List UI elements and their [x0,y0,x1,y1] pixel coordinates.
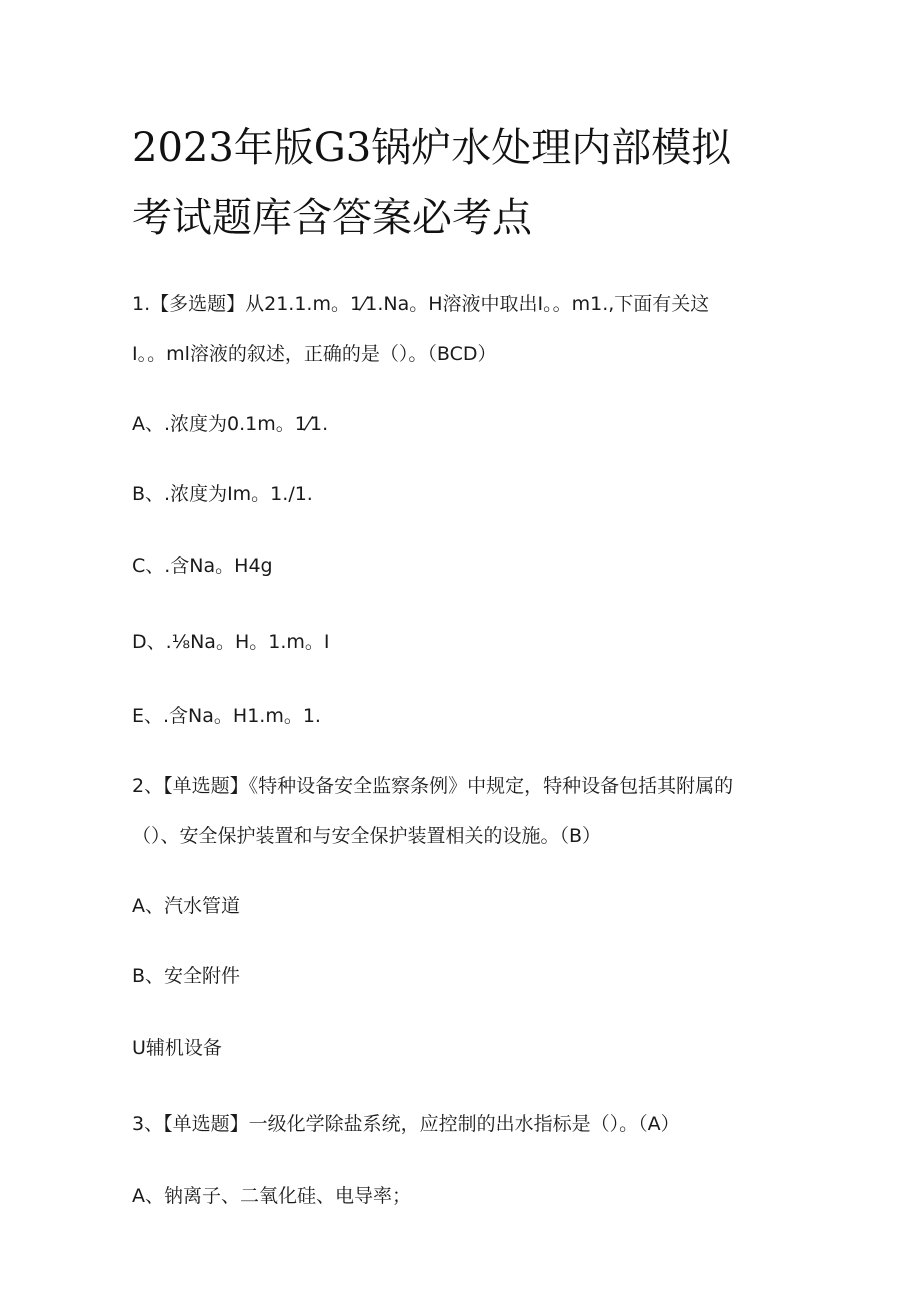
question-1-option-b: B、.浓度为Im。1./1. [132,483,313,505]
document-title-line-2: 考试题库含答案必考点 [132,195,532,241]
question-2-option-c: U辅机设备 [132,1037,222,1059]
question-2-stem-continued: （）、安全保护装置和与安全保护装置相关的设施。（B） [132,825,602,847]
question-2-option-b: B、安全附件 [132,965,241,987]
question-1-option-d: D、.⅛Na。H。1.m。I [132,631,330,653]
document-title-line-1: 2023年版G3锅炉水处理内部模拟 [132,125,732,171]
question-1-option-e: E、.含Na。H1.m。1. [132,705,321,727]
question-3-option-a: A、钠离子、二氧化硅、电导率； [132,1185,411,1207]
question-3-stem: 3、【单选题】一级化学除盐系统，应控制的出水指标是（）。（A） [132,1113,680,1135]
question-1-stem-continued: I。。ml溶液的叙述，正确的是（）。（BCD） [132,343,497,365]
question-1-option-a: A、.浓度为0.1m。1⁄1. [132,413,329,435]
question-2-option-a: A、汽水管道 [132,895,240,917]
question-1-stem: 1.【多选题】从21.1.m。1⁄1.Na。H溶液中取出I。。m1.,下面有关这 [132,293,710,315]
question-1-option-c: C、.含Na。H4g [132,555,273,577]
question-2-stem: 2、【单选题】《特种设备安全监察条例》中规定，特种设备包括其附属的 [132,775,734,797]
